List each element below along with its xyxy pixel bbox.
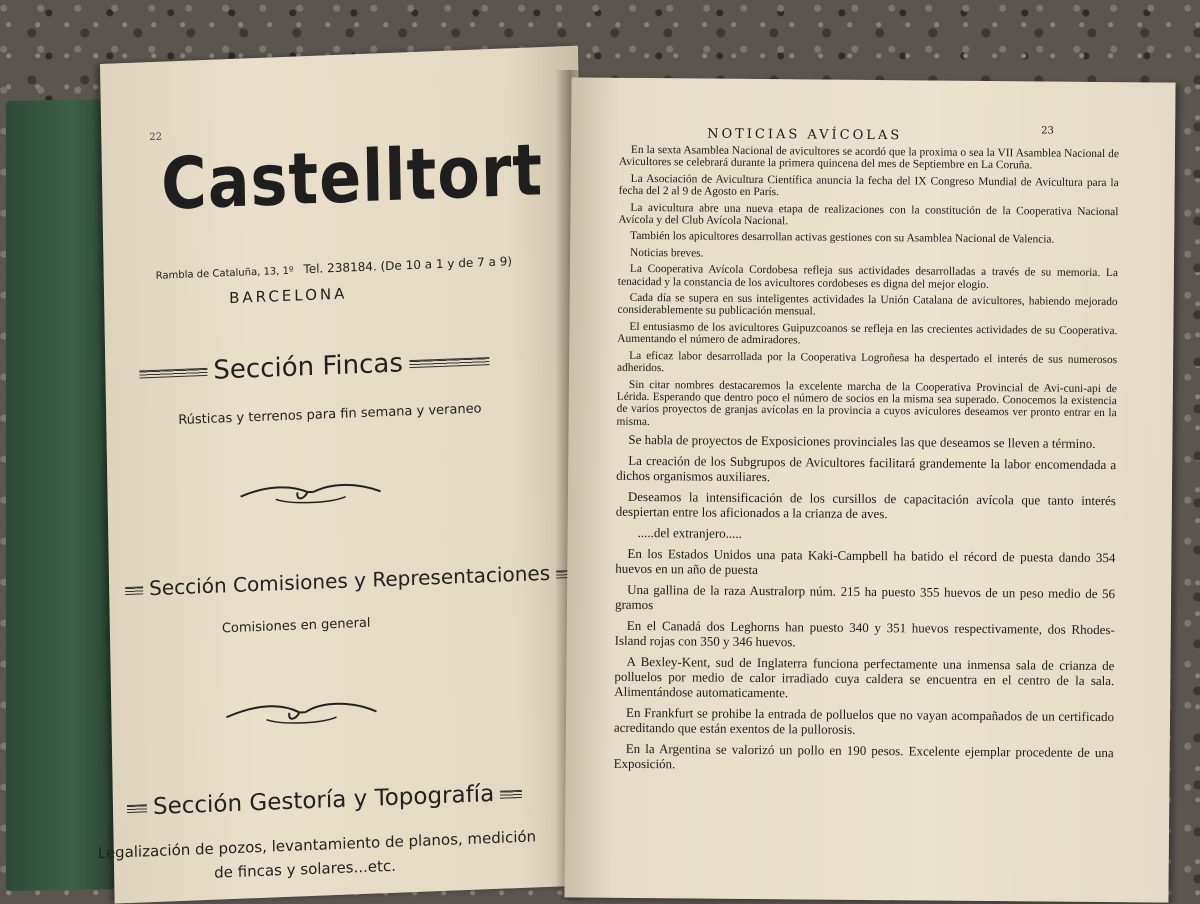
left-page (97, 46, 593, 904)
article-body (613, 144, 1119, 781)
street-address: Rambla de Cataluña, 13, 1º (155, 265, 294, 282)
paragraph: En Frankfurt se prohibe la entrada de polluelos que no vayan acompañados de un certificado acreditando que están exentos de la pullorosis. (613, 705, 1115, 738)
phone-hours: Tel. 238184. (De 10 a 1 y de 7 a 9) (303, 254, 513, 277)
flourish-ornament-icon (221, 689, 382, 729)
section-fincas-title: Sección Fincas (133, 345, 495, 389)
brand-title: Castelltort (160, 127, 544, 227)
section-gestoria-subtitle-line1: Legalización de pozos, levantamiento de planos, medición (97, 827, 537, 863)
paragraph: Una gallina de la raza Australorp núm. 215 ha puesto 355 huevos de un peso medio de 56 gramos (614, 582, 1116, 613)
paragraph: También los apicultores desarrollan activas gestiones con su Asamblea Nacional de Valencia. (630, 230, 1055, 247)
section-comisiones-subtitle: Comisiones en general (221, 615, 371, 637)
right-page (564, 77, 1175, 902)
paragraph: Cada día se supera en sus inteligentes actividades la Unión Catalana de avicultores, habiendo mejorado considerablemente su publicación mensual. (617, 291, 1118, 318)
paragraph: En los Estados Unidos una pata Kaki-Campbell ha batido el récord de puesta dando 354 huevos en un año de puesta (615, 546, 1116, 578)
paragraph: A Bexley-Kent, sud de Inglaterra funciona perfectamente una inmensa sala de crianza de polluelos por medio de calor irradiado cuya caldera se encuentra en el centro de la sala. Alimentándose automaticamente. (614, 654, 1115, 701)
book-binding (6, 99, 116, 891)
decorative-rule (125, 586, 143, 595)
paragraph: En el Canadá dos Leghorns han puesto 340 y 351 huevos respectivamente, dos Rhodes-Island rojas con 350 y 346 huevos. (614, 618, 1115, 650)
paragraph: Noticias breves. (630, 246, 704, 260)
right-page-number: 23 (1041, 125, 1054, 137)
flourish-ornament-icon (235, 473, 386, 509)
paragraph: La Cooperativa Avícola Cordobesa refleja sus actividades desarrolladas a través de su memoria. La tenacidad y la constancia de los avicultores cordobeses es digna del mejor elogio. (617, 263, 1118, 291)
left-page-number: 22 (149, 131, 163, 144)
paragraph: El entusiasmo de los avicultores Guipuzcoanos se refleja en las crecientes actividades de su Cooperativa. Aumentando el número de admiradores. (617, 320, 1118, 347)
section-gestoria-subtitle-line2: de fincas y solares...etc. (214, 856, 397, 882)
address-line (156, 252, 576, 282)
paragraph: La eficaz labor desarrollada por la Cooperativa Logroñesa ha despertado el interés de sus numerosos adheridos. (617, 349, 1118, 375)
decorative-rule (139, 367, 207, 378)
decorative-rule (500, 789, 522, 798)
paragraph: La avicultura abre una nueva etapa de realizaciones con la constitución de la Cooperativa Nacional Avícola y del Club Avícola Nacional. (618, 201, 1119, 228)
section-comisiones-title: Sección Comisiones y Representaciones (119, 560, 580, 602)
paragraph: .....del extranjero..... (637, 525, 743, 542)
page-header: NOTICIAS AVÍCOLAS (707, 126, 903, 144)
paragraph: Sin citar nombres destacaremos la excelente marcha de la Cooperativa Provincial de Avi-cuni-api de Lérida. Esperando que dentro poco el número de socios en la misma sea superado. Conocemos la existencia de varios proyectos de granjas avícolas en la provincia a cuyos aviculores deseamos ver pronto entrar en la misma. (616, 378, 1117, 428)
paragraph: Deseamos la intensificación de los cursillos de capacitación avícola que tanto interés despiertan entre los aficionados a la crianza de aves. (615, 489, 1116, 522)
paragraph: En la Argentina se valorizó un pollo en 190 pesos. Excelente ejemplar procedente de una Exposición. (613, 741, 1114, 772)
paragraph: La Asociación de Avicultura Científica anuncia la fecha del IX Congreso Mundial de Avicultura para la fecha del 2 al 9 de Agosto en París. (618, 172, 1119, 199)
paragraph: En la sexta Asamblea Nacional de avicultores se acordó que la proxima o sea la VII Asamblea Nacional de Avicultores se celebrará durante la primera quincena del mes de Septiembre en La Coruña. (618, 143, 1119, 172)
city-name: BARCELONA (228, 284, 348, 308)
paragraph: La creación de los Subgrupos de Avicultores facilitará grandemente la labor encomendada a dichos organismos auxiliares. (616, 453, 1117, 485)
section-fincas-subtitle: Rústicas y terrenos para fin semana y veraneo (178, 401, 482, 429)
decorative-rule (409, 357, 489, 368)
decorative-rule (127, 804, 147, 813)
paragraph: Se habla de proyectos de Exposiciones provinciales las que deseamos se lleven a término. (628, 432, 1096, 452)
section-gestoria-title: Sección Gestoría y Topografía (121, 780, 529, 822)
